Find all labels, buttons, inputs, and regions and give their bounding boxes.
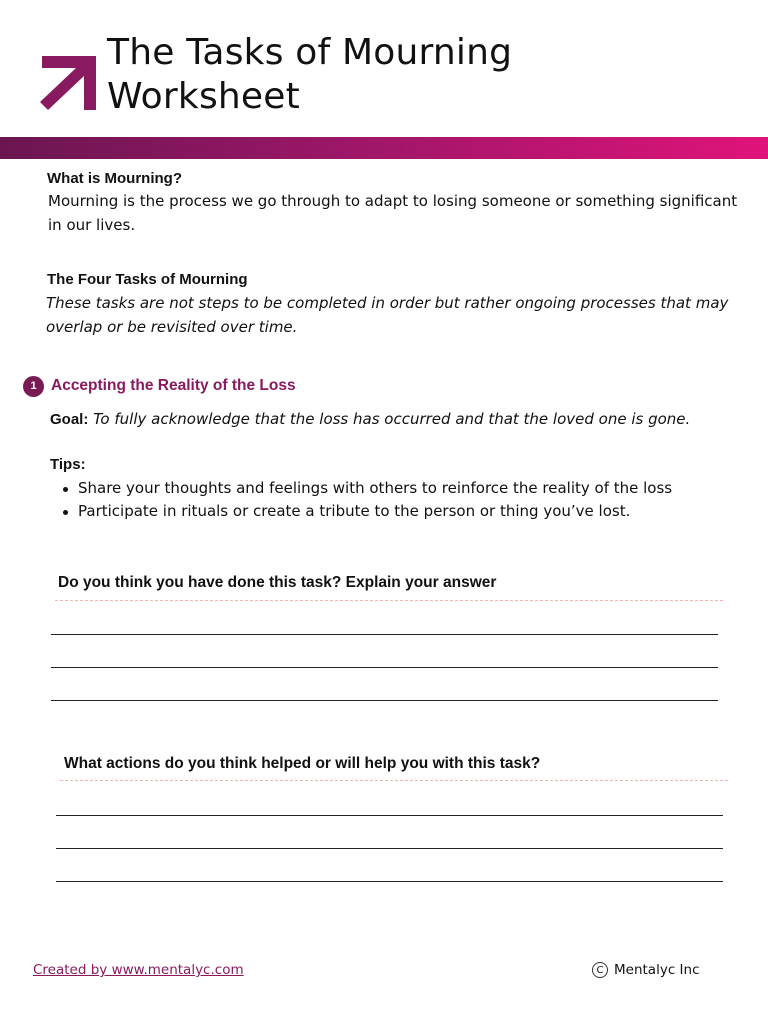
four-tasks-heading: The Four Tasks of Mourning [47,271,248,288]
answer-line[interactable] [56,881,723,882]
header-gradient-band [0,137,768,159]
four-tasks-text: These tasks are not steps to be completed in order but rather ongoing processes that may overlap or be revisited over time. [46,294,729,336]
question-2-divider [60,780,728,781]
list-item: Share your thoughts and feelings with others to reinforce the reality of the loss [78,477,672,500]
answer-line[interactable] [56,848,723,849]
title-line-1: The Tasks of Mourning [107,32,513,73]
what-is-mourning-heading: What is Mourning? [47,170,182,187]
answer-line[interactable] [51,667,718,668]
question-1-divider [55,600,723,601]
question-2: What actions do you think helped or will help you with this task? [64,755,541,772]
goal-label: Goal: [50,411,89,428]
page-title [107,31,512,119]
copyright-notice [592,962,700,978]
what-is-mourning-text: Mourning is the process we go through to adapt to losing someone or something significant in our lives. [48,192,738,234]
copyright-icon: C [592,962,608,978]
title-line-2: Worksheet [107,76,300,117]
answer-line[interactable] [51,700,718,701]
website-link[interactable]: Created by www.mentalyc.com [33,962,244,978]
company-name: Mentalyc Inc [614,962,700,978]
task-goal [50,407,750,432]
task-title: Accepting the Reality of the Loss [51,377,296,394]
tips-heading: Tips: [50,456,86,473]
answer-line[interactable] [51,634,718,635]
tips-list [78,477,672,523]
question-1: Do you think you have done this task? Explain your answer [58,574,497,591]
answer-line[interactable] [56,815,723,816]
arrow-up-right-icon [38,54,100,112]
task-number-badge: 1 [23,376,44,397]
list-item: Participate in rituals or create a tribute to the person or thing you’ve lost. [78,500,672,523]
goal-text: To fully acknowledge that the loss has occurred and that the loved one is gone. [93,410,691,428]
